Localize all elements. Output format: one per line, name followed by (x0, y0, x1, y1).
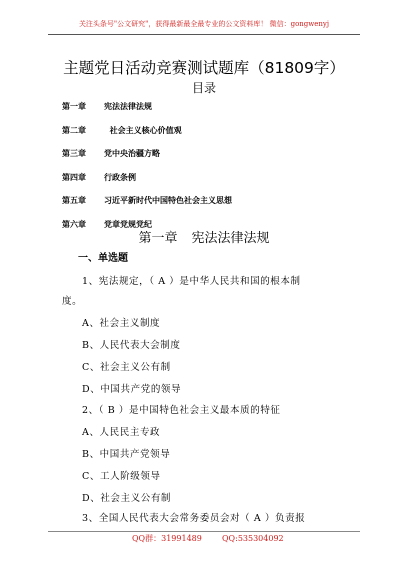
chapter-title: 宪法法律法规 (191, 231, 270, 246)
section-heading: 一、单选题 (78, 253, 128, 264)
toc-item-title: 宪法法律法规 (104, 102, 152, 111)
answer-option: B、人民代表大会制度 (82, 340, 181, 351)
toc-item[interactable] (62, 194, 232, 218)
toc-item-number: 第五章 (62, 196, 86, 206)
footer-qq-group: QQ群：31991489 (132, 534, 202, 543)
answer-option: C、社会主义公有制 (82, 362, 171, 373)
question-line: 1、宪法规定，（ A ）是中华人民共和国的根本制 (82, 276, 301, 287)
table-of-contents (62, 100, 232, 242)
toc-item-title: 行政条例 (104, 172, 136, 182)
toc-heading: 目录 (191, 81, 216, 95)
toc-item-number: 第四章 (62, 172, 86, 182)
toc-item-number: 第二章 (62, 125, 86, 135)
toc-item-number: 第一章 (62, 102, 86, 111)
toc-item[interactable] (62, 124, 232, 148)
question-line-continuation: 度。 (62, 296, 83, 307)
question-line: 2、（ B ）是中国特色社会主义最本质的特征 (82, 405, 281, 416)
chapter-heading (0, 230, 408, 247)
footer-rule (48, 531, 360, 532)
document-title: 主题党日活动竞赛测试题库（81809字） (63, 59, 345, 77)
toc-item[interactable] (62, 171, 232, 195)
toc-item-title: 社会主义核心价值观 (104, 125, 182, 135)
toc-item-title: 习近平新时代中国特色社会主义思想 (104, 196, 232, 206)
toc-item[interactable] (62, 147, 232, 171)
toc-item-title: 党中央治疆方略 (104, 149, 160, 159)
answer-option: B、中国共产党领导 (82, 449, 171, 460)
question-line: 3、全国人民代表大会常务委员会对（ A ）负责报 (82, 513, 306, 524)
answer-option: C、工人阶级领导 (82, 471, 161, 482)
toc-item-number: 第三章 (62, 149, 86, 159)
answer-option: D、中国共产党的领导 (82, 384, 182, 395)
toc-item-number: 第六章 (62, 219, 86, 229)
footer-qq-contact: QQ:535304092 (222, 534, 284, 543)
toc-item[interactable] (62, 100, 232, 124)
header-rule (48, 34, 360, 35)
header-banner: 关注头条号"公文研究"，获得最新最全最专业的公文资料库！ 微信：gongwenyj (78, 20, 330, 28)
toc-item-title: 党章党规党纪 (104, 219, 152, 229)
chapter-number: 第一章 (138, 231, 178, 246)
answer-option: A、社会主义制度 (82, 318, 161, 329)
answer-option: D、社会主义公有制 (82, 493, 172, 504)
answer-option: A、人民民主专政 (82, 427, 161, 438)
